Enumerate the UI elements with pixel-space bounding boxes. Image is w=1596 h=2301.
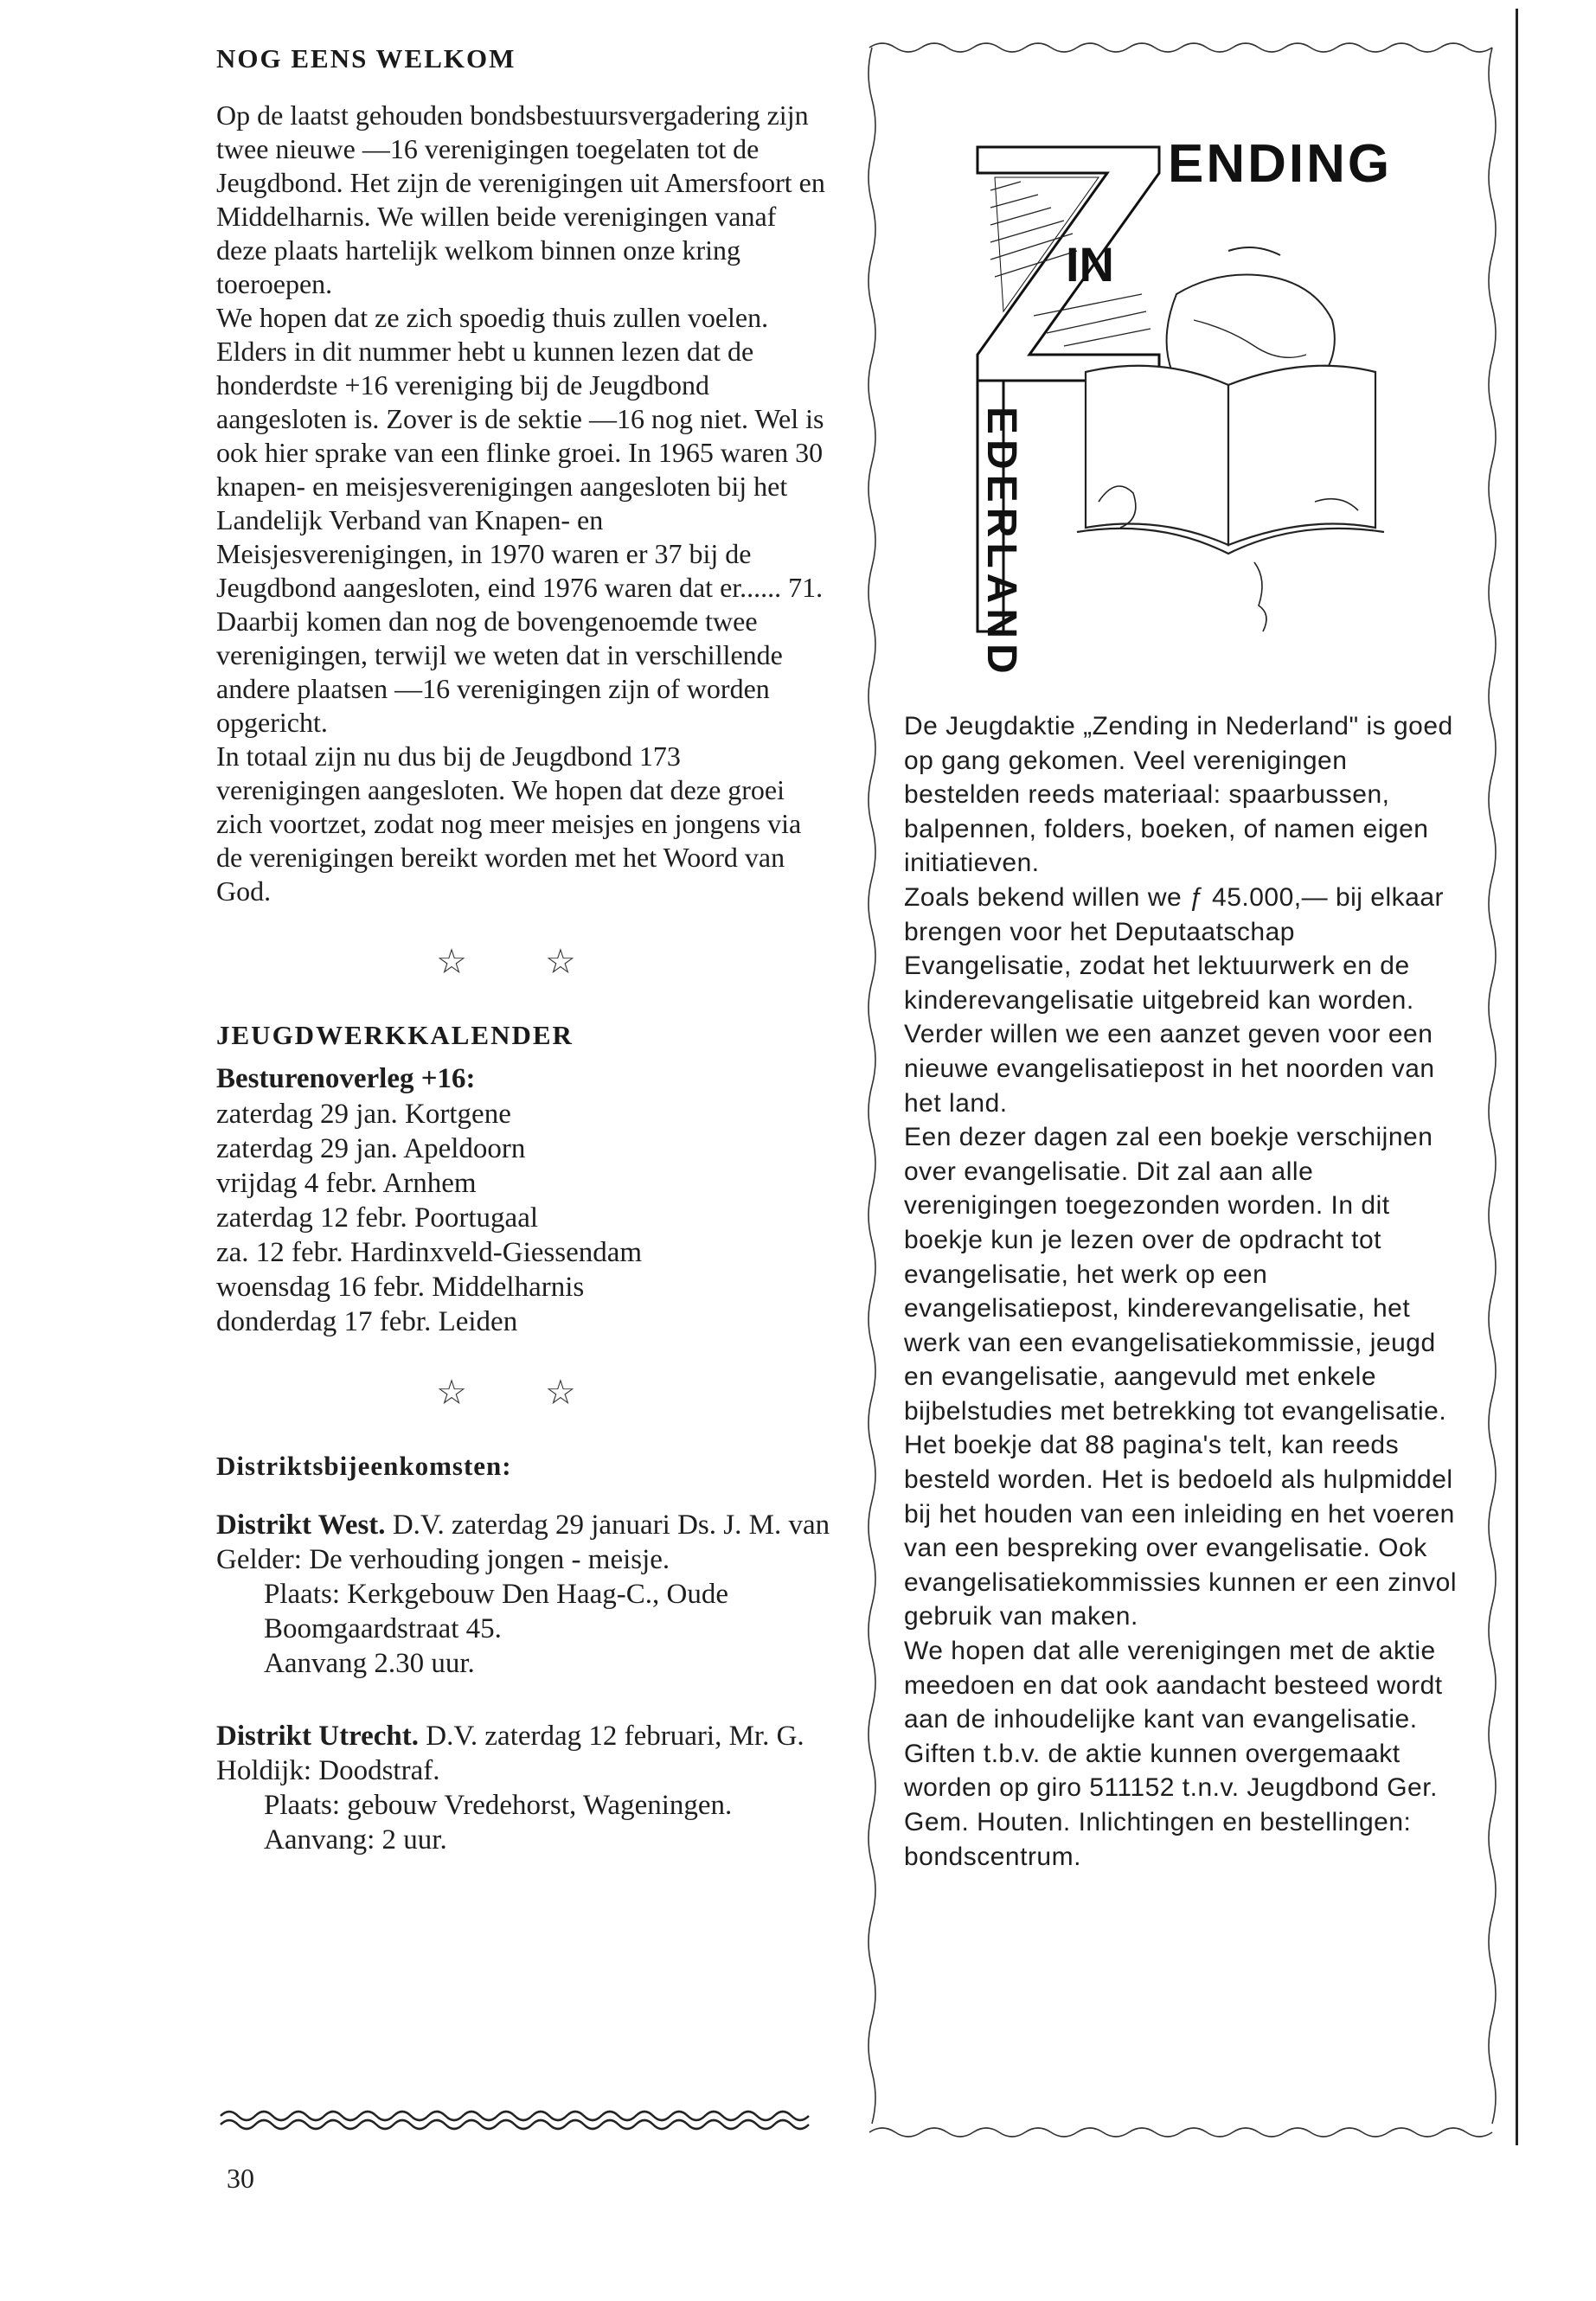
- distrikt-utrecht-name: Distrikt Utrecht.: [216, 1721, 419, 1752]
- kalender-item: za. 12 febr. Hardinxveld-Giessendam: [216, 1237, 643, 1268]
- kalender-item: vrijdag 4 febr. Arnhem: [216, 1168, 477, 1199]
- distrikt-west-line1: D.V. zaterdag 29 januari Ds. J. M. van Gelder: De verhouding jongen - meisje.: [216, 1509, 830, 1575]
- welkom-paragraph-4: In totaal zijn nu dus bij de Jeugdbond 173 verenigingen aangesloten. We hopen dat deze groei zich voortzet, zodat nog meer meisjes en jongens via de verenigingen bereikt worden met het Woord van God.: [216, 740, 802, 907]
- kalender-item: zaterdag 12 febr. Poortugaal: [216, 1202, 539, 1234]
- distrikten-heading: Distriktsbijeenkomsten:: [216, 1451, 512, 1481]
- page-number: 30: [227, 2163, 254, 2194]
- open-book-illustration: [1077, 366, 1384, 554]
- kalender-subheading: Besturenoverleg +16:: [216, 1063, 476, 1094]
- left-column: [216, 35, 830, 1895]
- star-divider-1: ☆ ☆: [436, 942, 611, 981]
- zending-paragraph-6: Giften t.b.v. de aktie kunnen overgemaakt worden op giro 511152 t.n.v. Jeugdbond Ger. Gem. Houten. Inlichtingen en bestellingen: bondscentrum.: [904, 1739, 1438, 1871]
- kalender-item: woensdag 16 febr. Middelharnis: [216, 1272, 585, 1303]
- welkom-paragraph-3: Elders in dit nummer hebt u kunnen lezen dat de honderdste +16 vereniging bij de Jeugdbond aangesloten is. Zover is de sektie —16 nog niet. Wel is ook hier sprake van een flinke groei. In 1965 waren 30 knapen- en meisjesverenigingen aangesloten bij het Landelijk Verband van Knapen- en Meisjesverenigingen, in 1970 waren er 37 bij de Jeugdbond aangesloten, eind 1976 waren dat er...... 71. Daarbij komen dan nog de bovengenoemde twee verenigingen, terwijl we weten dat in verschillende andere plaatsen —16 verenigingen zijn of worden opgericht.: [216, 336, 824, 738]
- wavy-ornament-divider: [216, 2107, 813, 2133]
- star-divider-2: ☆ ☆: [436, 1373, 611, 1412]
- kalender-item: zaterdag 29 jan. Kortgene: [216, 1099, 511, 1130]
- zending-in-nederland-logo: [969, 95, 1401, 683]
- zending-paragraph-4: Het boekje dat 88 pagina's telt, kan reeds besteld worden. Het is bedoeld als hulpmiddel bij het houden van een inleiding en het voeren van een bespreking over evangelisatie. Ook evangelisatiekommissies kunnen er een zinvol gebruik van maken.: [904, 1431, 1457, 1631]
- logo-word-in: IN: [1066, 237, 1114, 292]
- zending-paragraph-5: We hopen dat alle verenigingen met de aktie meedoen en dat ook aandacht besteed wordt aan de inhoudelijke kant van evangelisatie.: [904, 1637, 1443, 1734]
- vertical-rule: [1516, 9, 1518, 2145]
- distrikt-west-line2: Plaats: Kerkgebouw Den Haag-C., Oude Boomgaardstraat 45.: [264, 1579, 729, 1644]
- distrikt-west-line3: Aanvang 2.30 uur.: [264, 1648, 475, 1679]
- zending-paragraph-3: Een dezer dagen zal een boekje verschijnen over evangelisatie. Dit zal aan alle verenigingen toegezonden worden. In dit boekje kun je lezen over de opdracht tot evangelisatie, het werk op een evangelisatiepost, kinderevangelisatie, het werk van een evangelisatiekommissie, jeugd en evangelisatie, aangevuld met enkele bijbelstudies met betrekking tot evangelisatie.: [904, 1123, 1447, 1426]
- welkom-paragraph-1: Op de laatst gehouden bondsbestuursvergadering zijn twee nieuwe —16 verenigingen toegelaten tot de Jeugdbond. Het zijn de verenigingen uit Amersfoort en Middelharnis. We willen beide verenigingen vanaf deze plaats hartelijk welkom binnen onze kring toeroepen.: [216, 99, 825, 299]
- zending-paragraph-1: De Jeugdaktie „Zending in Nederland" is goed op gang gekomen. Veel verenigingen bestelden reeds materiaal: spaarbussen, balpennen, folders, boeken, of namen eigen initiatieven.: [904, 712, 1453, 878]
- logo-word-ending: ENDING: [1168, 134, 1393, 194]
- kalender-item: donderdag 17 febr. Leiden: [216, 1306, 518, 1337]
- zending-box: [865, 35, 1501, 2145]
- distrikt-utrecht-line2: Plaats: gebouw Vredehorst, Wageningen. Aanvang: 2 uur.: [264, 1790, 733, 1856]
- distrikt-utrecht-line1: D.V. zaterdag 12 februari, Mr. G. Holdijk: Doodstraf.: [216, 1721, 804, 1786]
- welkom-heading: NOG EENS WELKOM: [216, 43, 516, 74]
- logo-word-ederland: EDERLAND: [978, 407, 1024, 679]
- zending-text: [904, 709, 1458, 1874]
- kalender-heading: JEUGDWERKKALENDER: [216, 1020, 574, 1050]
- zending-paragraph-2: Zoals bekend willen we ƒ 45.000,— bij elkaar brengen voor het Deputaatschap Evangelisatie, zodat het lektuurwerk en de kinderevangelisatie uitgebreid kan worden. Verder willen we een aanzet geven voor een nieuwe evangelisatiepost in het noorden van het land.: [904, 882, 1445, 1118]
- kalender-list: [216, 1097, 830, 1339]
- welkom-paragraph-2: We hopen dat ze zich spoedig thuis zullen voelen.: [216, 302, 769, 333]
- distrikt-west-name: Distrikt West.: [216, 1509, 386, 1541]
- distrikt-utrecht: [216, 1719, 830, 1857]
- kalender-item: zaterdag 29 jan. Apeldoorn: [216, 1133, 526, 1164]
- distrikt-west: [216, 1508, 830, 1681]
